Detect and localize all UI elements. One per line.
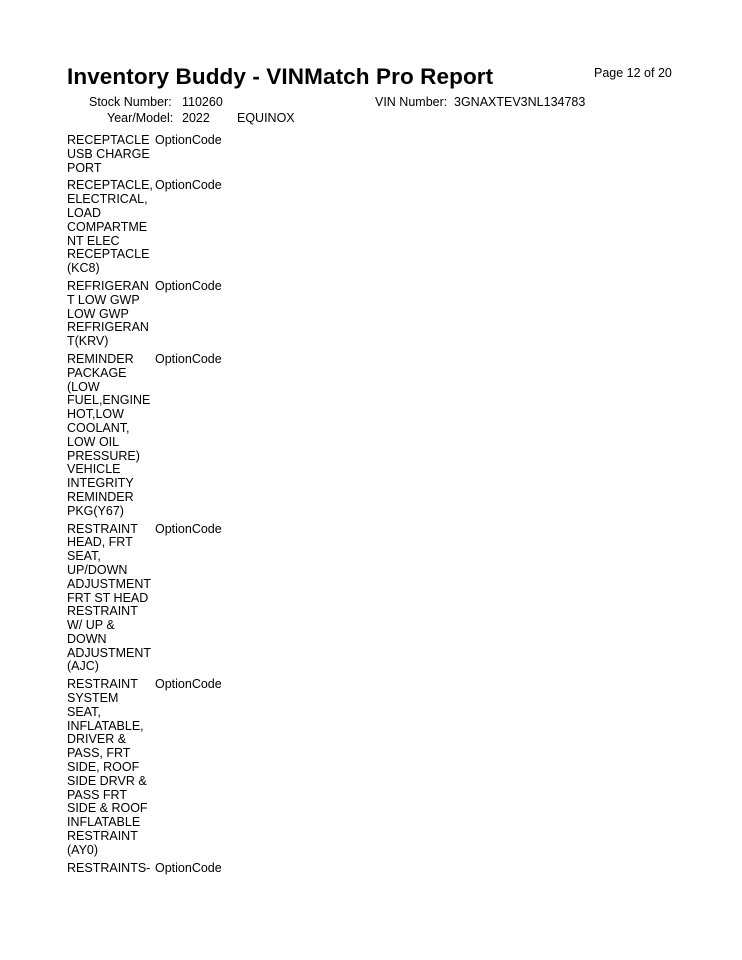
option-row [67, 862, 287, 876]
option-type: OptionCode [155, 278, 222, 293]
option-type: OptionCode [155, 178, 222, 193]
option-description: RESTRAINT SYSTEM SEAT, INFLATABLE, DRIVER & PASS, FRT SIDE, ROOF SIDE DRVR & PASS FRT SIDE & ROOF INFLATABLE RESTRAINT (AY0) [67, 677, 148, 857]
option-description: REMINDER PACKAGE (LOW FUEL,ENGINE HOT,LOW COOLANT, LOW OIL PRESSURE) VEHICLE INTEGRITY REMINDER PKG(Y67) [67, 351, 151, 518]
model-value: EQUINOX [237, 111, 295, 125]
option-row [67, 179, 287, 276]
option-type: OptionCode [155, 521, 222, 536]
option-row [67, 353, 287, 519]
option-list [67, 134, 287, 879]
option-row [67, 134, 287, 175]
option-type: OptionCode [155, 351, 222, 366]
stock-number-value: 110260 [182, 95, 223, 109]
option-type: OptionCode [155, 133, 222, 147]
page-number: Page 12 of 20 [594, 66, 672, 80]
year-value: 2022 [182, 111, 210, 125]
option-row [67, 280, 287, 349]
option-type: OptionCode [155, 860, 222, 875]
option-type: OptionCode [155, 677, 222, 692]
option-row [67, 523, 287, 675]
option-description: REFRIGERAN T LOW GWP LOW GWP REFRIGERAN T(KRV) [67, 278, 149, 349]
vin-number-value: 3GNAXTEV3NL134783 [454, 95, 586, 109]
option-description: RECEPTACLE, ELECTRICAL, LOAD COMPARTME NT ELEC RECEPTACLE (KC8) [67, 178, 153, 276]
option-description: RESTRAINT HEAD, FRT SEAT, UP/DOWN ADJUSTMENT FRT ST HEAD RESTRAINT W/ UP & DOWN ADJUSTMENT (AJC) [67, 521, 152, 674]
option-row [67, 678, 287, 857]
option-description: RESTRAINTS- [67, 860, 151, 875]
stock-number-label: Stock Number: [89, 95, 172, 109]
vin-number-label: VIN Number: [375, 95, 448, 109]
year-model-label: Year/Model: [107, 111, 174, 125]
report-title: Inventory Buddy - VINMatch Pro Report [67, 64, 494, 89]
option-description: RECEPTACLE USB CHARGE PORT [67, 133, 150, 175]
